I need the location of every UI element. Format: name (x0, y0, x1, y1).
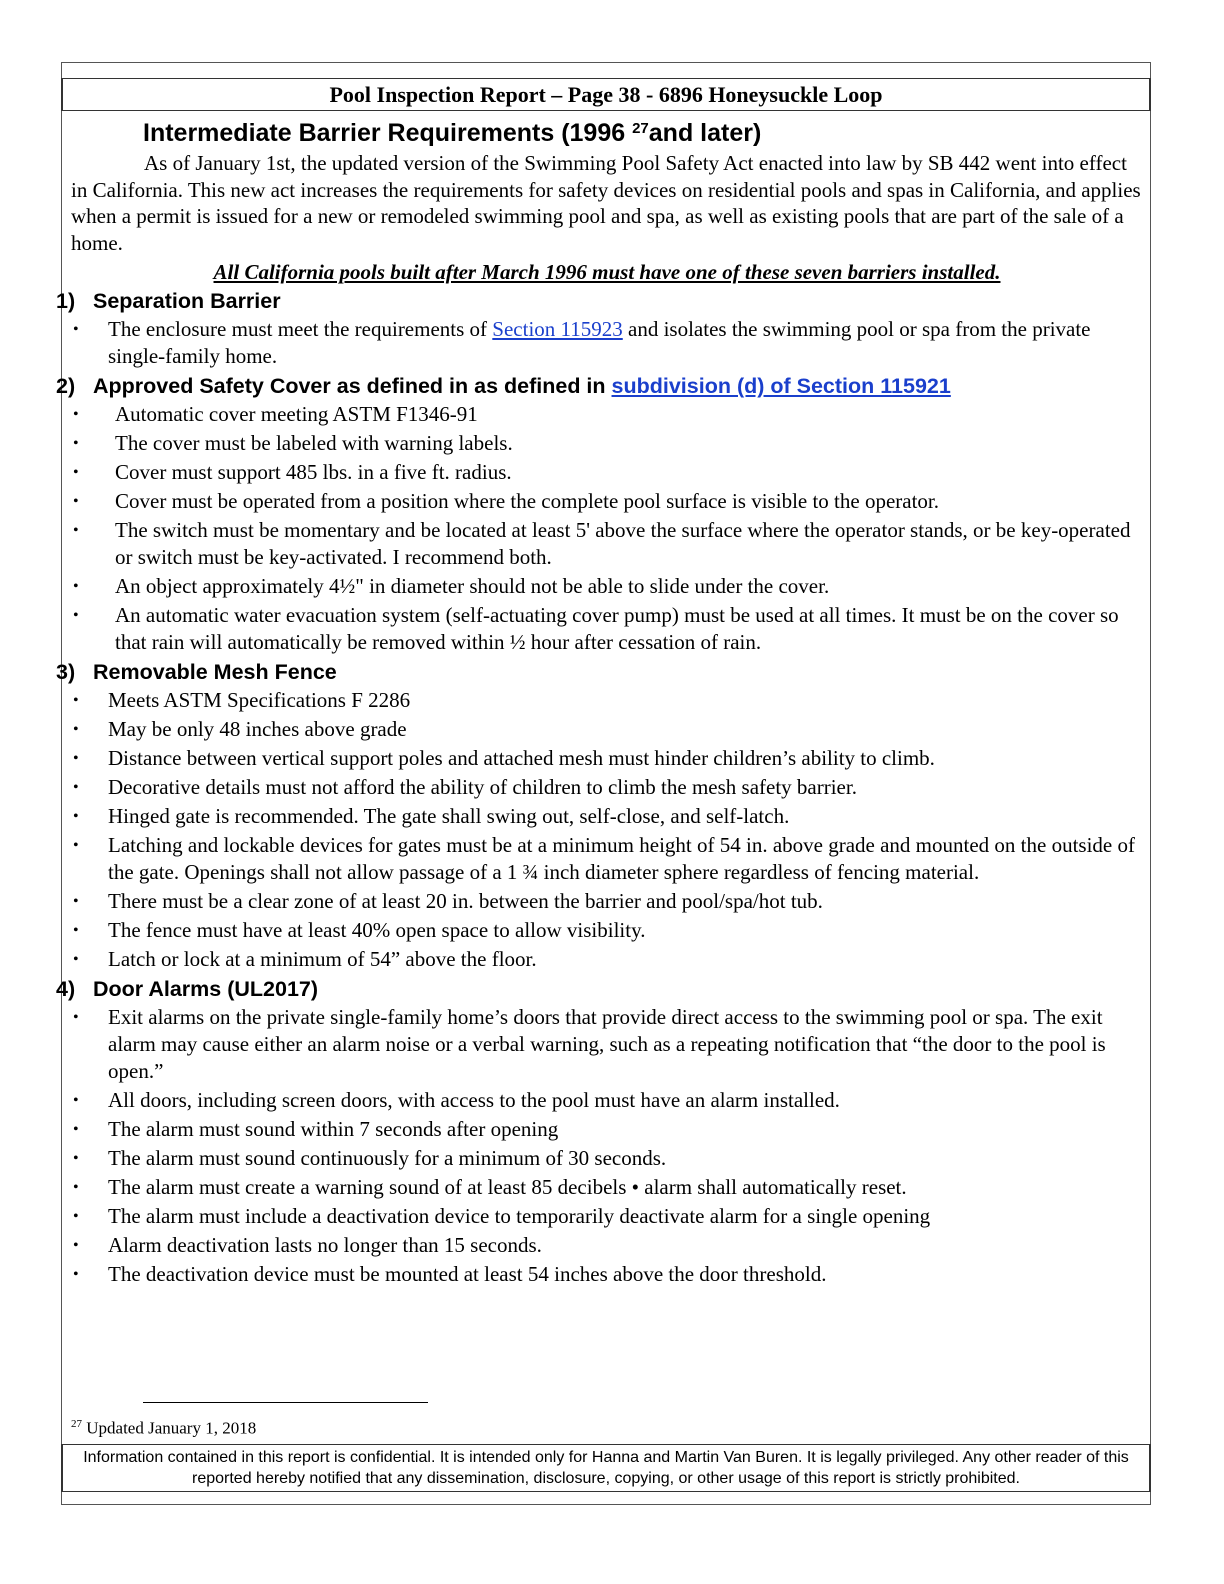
list-item (71, 1116, 1143, 1143)
list-item (71, 745, 1143, 772)
bullet-icon: • (73, 578, 79, 595)
bullet-icon: • (73, 779, 79, 796)
list-item (71, 488, 1143, 515)
section-number: 3) (56, 660, 76, 684)
page-title (143, 116, 1143, 150)
bullet-icon: • (73, 406, 79, 423)
list-item-text: All doors, including screen doors, with access to the pool must have an alarm installed. (108, 1088, 840, 1112)
report-header (61, 78, 1151, 111)
list-item (71, 1004, 1143, 1085)
list-item-text: Latch or lock at a minimum of 54” above the floor. (108, 947, 537, 971)
list-item (71, 459, 1143, 486)
section-title: Separation Barrier (93, 289, 281, 313)
list-item-text: An object approximately 4½" in diameter should not be able to slide under the cover. (115, 574, 830, 598)
bullet-icon: • (73, 808, 79, 825)
confidentiality-footer (61, 1444, 1151, 1492)
list-item-text: Decorative details must not afford the ability of children to climb the mesh safety barrier. (108, 775, 857, 799)
bullet-icon: • (73, 692, 79, 709)
bullet-icon: • (73, 1208, 79, 1225)
section-3-list (71, 687, 1143, 973)
section-number: 4) (56, 977, 76, 1001)
list-item (71, 1145, 1143, 1172)
footnote-text: Updated January 1, 2018 (82, 1418, 257, 1438)
title-text-after: and later) (648, 119, 762, 147)
list-item-text: Latching and lockable devices for gates must be at a minimum height of 54 in. above grade and mounted on the outside of the gate. Openings shall not allow passage of a 1 ¾ inch diameter sphere regardless of fencing material. (108, 833, 1135, 884)
list-item-text: There must be a clear zone of at least 20 in. between the barrier and pool/spa/hot tub. (108, 889, 823, 913)
section-1-heading (56, 288, 1143, 314)
section-115923-link[interactable]: Section 115923 (492, 317, 623, 341)
bullet-icon: • (73, 1009, 79, 1026)
bullet-icon: • (73, 951, 79, 968)
bullet-icon: • (73, 1237, 79, 1254)
list-item (71, 602, 1143, 656)
list-item-text: The alarm must include a deactivation device to temporarily deactivate alarm for a single opening (108, 1204, 931, 1228)
list-item (71, 401, 1143, 428)
list-item-text: Cover must be operated from a position where the complete pool surface is visible to the operator. (115, 489, 940, 513)
bullet-icon: • (73, 321, 79, 338)
bullet-icon: • (73, 607, 79, 624)
section-1-list (71, 316, 1143, 370)
list-item (71, 1174, 1143, 1201)
section-4-list (71, 1004, 1143, 1288)
list-item (71, 946, 1143, 973)
list-item (71, 888, 1143, 915)
list-item-text: The cover must be labeled with warning labels. (115, 431, 513, 455)
subdivision-d-link[interactable]: subdivision (d) of Section 115921 (611, 374, 951, 398)
section-number: 2) (56, 374, 76, 398)
list-item-text: Alarm deactivation lasts no longer than 15 seconds. (108, 1233, 542, 1257)
list-item-text: The alarm must sound continuously for a minimum of 30 seconds. (108, 1146, 667, 1170)
list-item-text: The deactivation device must be mounted at least 54 inches above the door threshold. (108, 1262, 827, 1286)
bullet-icon: • (73, 893, 79, 910)
confidentiality-text: Information contained in this report is confidential. It is intended only for Hanna and Martin Van Buren. It is legally privileged. Any other reader of this reported hereby notified that any dissemination, disclosure, copying, or other usage of this report is strictly prohibited. (83, 1449, 1129, 1487)
list-item-text: The enclosure must meet the requirements of (108, 317, 493, 341)
bullet-icon: • (73, 1121, 79, 1138)
section-2-heading (56, 373, 1143, 399)
list-item (71, 774, 1143, 801)
bullet-icon: • (73, 493, 79, 510)
list-item (71, 1087, 1143, 1114)
bullet-icon: • (73, 1092, 79, 1109)
section-3-heading (56, 659, 1143, 685)
bullet-icon: • (73, 922, 79, 939)
list-item (71, 917, 1143, 944)
list-item (71, 1261, 1143, 1288)
section-title: Door Alarms (UL2017) (93, 977, 319, 1001)
list-item-text: The alarm must sound within 7 seconds after opening (108, 1117, 559, 1141)
section-4-heading (56, 976, 1143, 1002)
footnote-divider (143, 1402, 428, 1403)
page-content (56, 116, 1143, 1288)
footnote-number: 27 (71, 1418, 82, 1430)
footnote (71, 1413, 256, 1440)
section-number: 1) (56, 289, 76, 313)
list-item-text: An automatic water evacuation system (self-actuating cover pump) must be used at all times. It must be on the cover so that rain will automatically be removed within ½ hour after cessation of rain. (115, 603, 1119, 654)
list-item-text-after: and isolates the swimming pool or spa from the private single-family home. (108, 317, 1091, 368)
list-item (71, 803, 1143, 830)
list-item-text: Hinged gate is recommended. The gate shall swing out, self-close, and self-latch. (108, 804, 790, 828)
list-item (71, 430, 1143, 457)
bullet-icon: • (73, 522, 79, 539)
bullet-icon: • (73, 464, 79, 481)
section-title: Removable Mesh Fence (93, 660, 337, 684)
title-text: Intermediate Barrier Requirements (1996 (143, 119, 633, 147)
list-item-text: The switch must be momentary and be located at least 5' above the surface where the operator stands, or be key-operated or switch must be key-activated. I recommend both. (115, 518, 1131, 569)
section-title: Approved Safety Cover as defined in as defined in (93, 374, 612, 398)
title-footnote-ref[interactable]: 27 (632, 120, 649, 137)
list-item (71, 517, 1143, 571)
list-item (71, 832, 1143, 886)
list-item-text: The fence must have at least 40% open space to allow visibility. (108, 918, 646, 942)
list-item (71, 316, 1143, 370)
bullet-icon: • (73, 1179, 79, 1196)
list-item-text: Meets ASTM Specifications F 2286 (108, 688, 411, 712)
list-item-text: Automatic cover meeting ASTM F1346-91 (115, 402, 478, 426)
list-item (71, 716, 1143, 743)
report-header-text: Pool Inspection Report – Page 38 - 6896 Honeysuckle Loop (329, 82, 883, 107)
list-item-text: The alarm must create a warning sound of at least 85 decibels • alarm shall automatically reset. (108, 1175, 907, 1199)
list-item (71, 573, 1143, 600)
list-item (71, 687, 1143, 714)
bullet-icon: • (73, 837, 79, 854)
bullet-icon: • (73, 1150, 79, 1167)
list-item-text: Distance between vertical support poles and attached mesh must hinder children’s ability to climb. (108, 746, 935, 770)
bullet-icon: • (73, 435, 79, 452)
list-item-text: Cover must support 485 lbs. in a five ft. radius. (115, 460, 512, 484)
list-item (71, 1203, 1143, 1230)
bullet-icon: • (73, 750, 79, 767)
list-item-text: Exit alarms on the private single-family home’s doors that provide direct access to the swimming pool or spa. The exit alarm may cause either an alarm noise or a verbal warning, such as a repeating notification that “the door to the pool is open.” (108, 1005, 1106, 1083)
list-item (71, 1232, 1143, 1259)
emphasis-statement: All California pools built after March 1996 must have one of these seven barriers installed. (213, 260, 1001, 284)
bullet-icon: • (73, 1266, 79, 1283)
bullet-icon: • (73, 721, 79, 738)
list-item-text: May be only 48 inches above grade (108, 717, 407, 741)
intro-paragraph: As of January 1st, the updated version of the Swimming Pool Safety Act enacted into law by SB 442 went into effect in California. This new act increases the requirements for safety devices on residential pools and spas in California, and applies when a permit is issued for a new or remodeled swimming pool and spa, as well as existing pools that are part of the sale of a home. (71, 151, 1141, 255)
section-2-list (71, 401, 1143, 656)
